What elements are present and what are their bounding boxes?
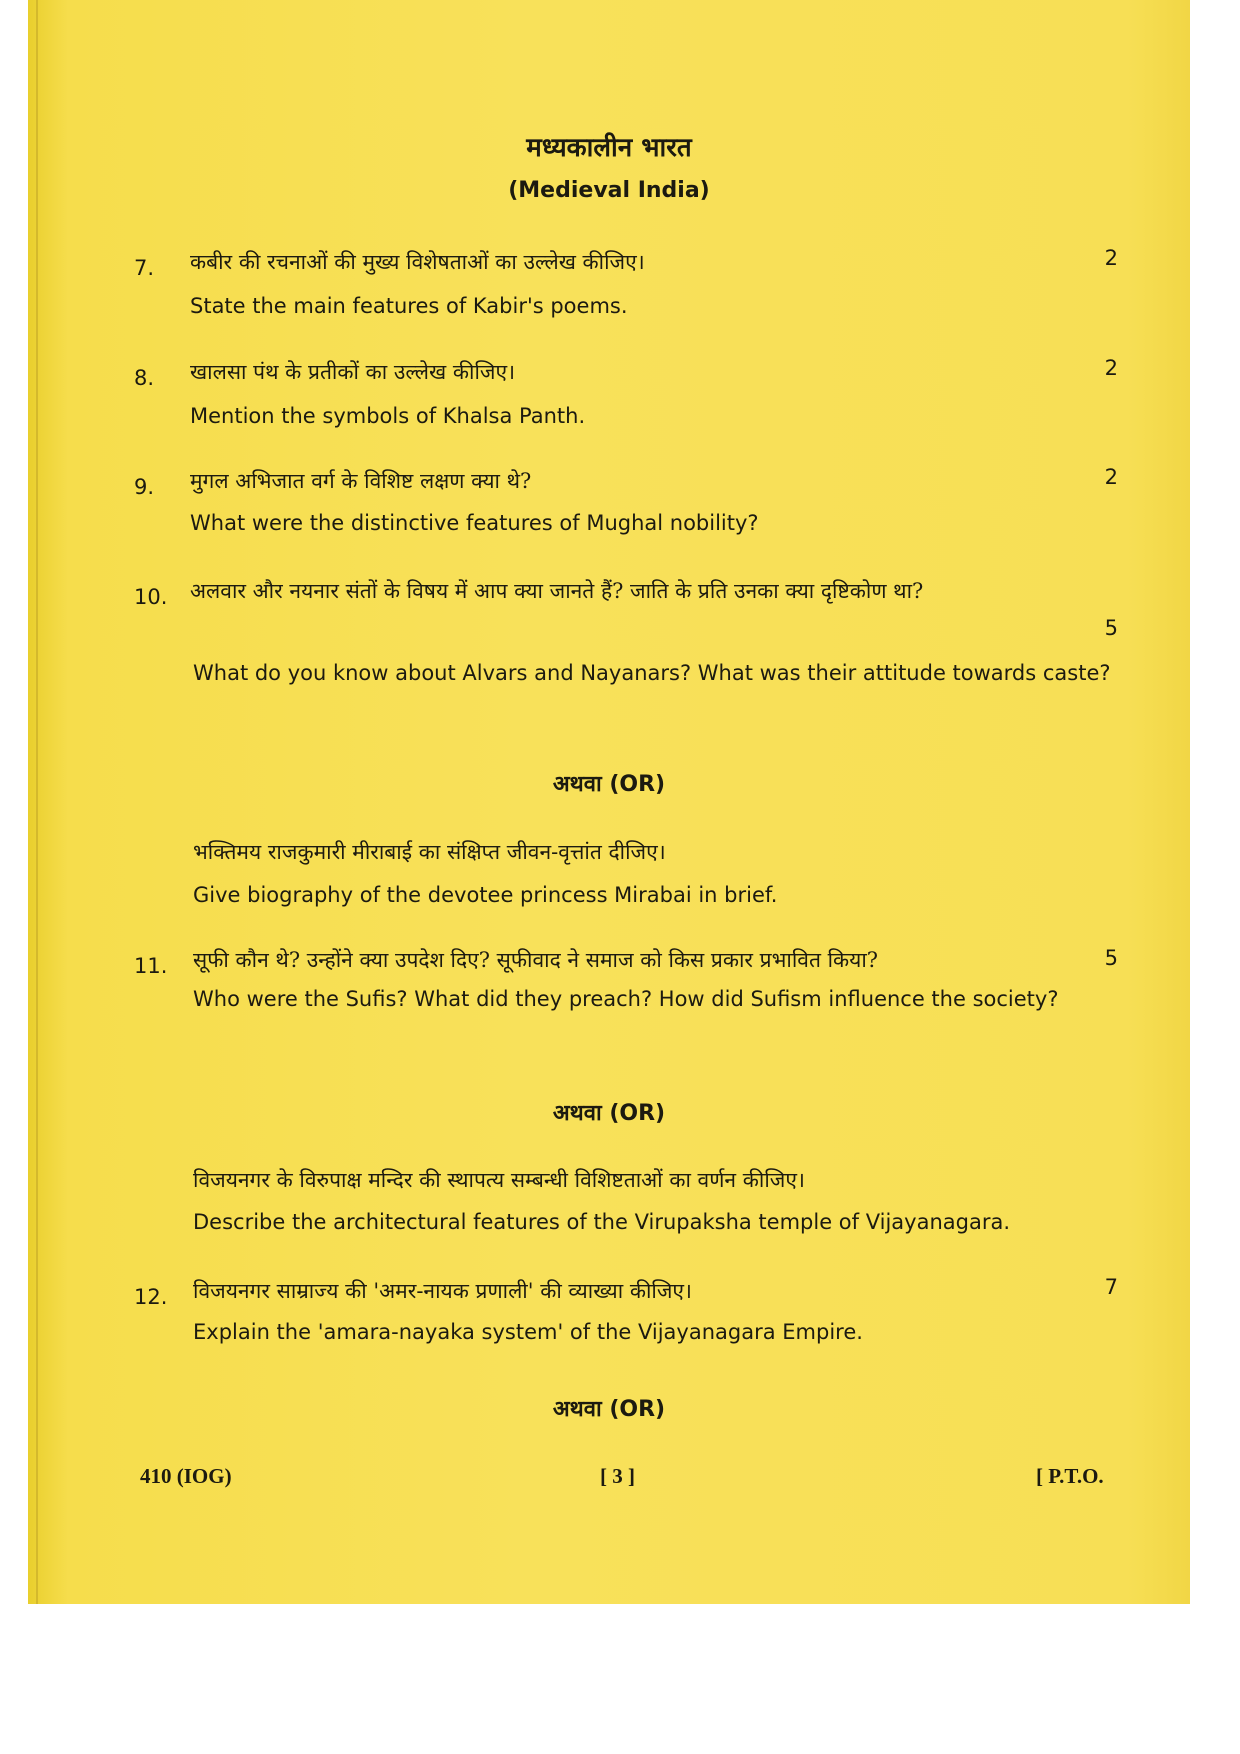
or-label-english: (OR)	[609, 1101, 666, 1126]
question-marks: 7	[1104, 1275, 1118, 1299]
or-separator	[28, 1097, 1190, 1127]
question-marks: 2	[1104, 465, 1118, 489]
question-text-hindi: विजयनगर साम्राज्य की 'अमर-नायक प्रणाली' की व्याख्या कीजिए।	[193, 1279, 692, 1303]
question-text-hindi: कबीर की रचनाओं की मुख्य विशेषताओं का उल्लेख कीजिए।	[190, 250, 645, 274]
question-text-english: Explain the 'amara-nayaka system' of the Vijayanagara Empire.	[193, 1320, 863, 1344]
or-label-hindi: अथवा	[552, 1396, 602, 1422]
question-number: 10.	[134, 585, 168, 609]
question-number: 9.	[134, 475, 155, 499]
section-title-hindi: मध्यकालीन भारत	[526, 133, 692, 163]
question-text-english: What were the distinctive features of Mughal nobility?	[190, 511, 759, 535]
or-separator	[28, 768, 1190, 798]
or-label-hindi: अथवा	[552, 771, 602, 797]
question-text-english: Mention the symbols of Khalsa Panth.	[190, 404, 586, 428]
exam-page	[28, 0, 1190, 1604]
question-marks: 5	[1104, 946, 1118, 970]
page-number: [ 3 ]	[600, 1464, 635, 1488]
question-marks: 2	[1104, 246, 1118, 270]
alternative-text-english: Describe the architectural features of the Virupaksha temple of Vijayanagara.	[193, 1210, 1011, 1234]
question-text-hindi: सूफी कौन थे? उन्होंने क्या उपदेश दिए? सूफीवाद ने समाज को किस प्रकार प्रभावित किया?	[193, 948, 879, 972]
question-number: 12.	[134, 1285, 168, 1309]
please-turn-over: [ P.T.O.	[1036, 1464, 1104, 1488]
question-number: 7.	[134, 256, 155, 280]
or-label-english: (OR)	[609, 772, 666, 797]
or-label-hindi: अथवा	[552, 1100, 602, 1126]
question-text-hindi: अलवार और नयनार संतों के विषय में आप क्या जानते हैं? जाति के प्रति उनका क्या दृष्टिकोण था?	[190, 579, 924, 603]
alternative-text-hindi: भक्तिमय राजकुमारी मीराबाई का संक्षिप्त जीवन-वृत्तांत दीजिए।	[193, 840, 666, 864]
question-text-hindi: खालसा पंथ के प्रतीकों का उल्लेख कीजिए।	[190, 360, 516, 384]
alternative-text-english: Give biography of the devotee princess Mirabai in brief.	[193, 883, 778, 907]
question-marks: 2	[1104, 356, 1118, 380]
question-number: 11.	[134, 954, 168, 978]
question-number: 8.	[134, 366, 155, 390]
question-text-english: What do you know about Alvars and Nayanars? What was their attitude towards caste?	[193, 661, 1111, 685]
question-marks: 5	[1104, 616, 1118, 640]
question-text-hindi: मुगल अभिजात वर्ग के विशिष्ट लक्षण क्या थे?	[190, 469, 532, 493]
question-text-english: State the main features of Kabir's poems.	[190, 294, 628, 318]
alternative-text-hindi: विजयनगर के विरुपाक्ष मन्दिर की स्थापत्य सम्बन्धी विशिष्टताओं का वर्णन कीजिए।	[193, 1168, 805, 1192]
question-text-english: Who were the Sufis? What did they preach? How did Sufism influence the society?	[193, 987, 1059, 1011]
or-separator	[28, 1393, 1190, 1423]
paper-code: 410 (IOG)	[140, 1464, 232, 1488]
section-title-english: (Medieval India)	[508, 178, 710, 203]
or-label-english: (OR)	[609, 1397, 666, 1422]
